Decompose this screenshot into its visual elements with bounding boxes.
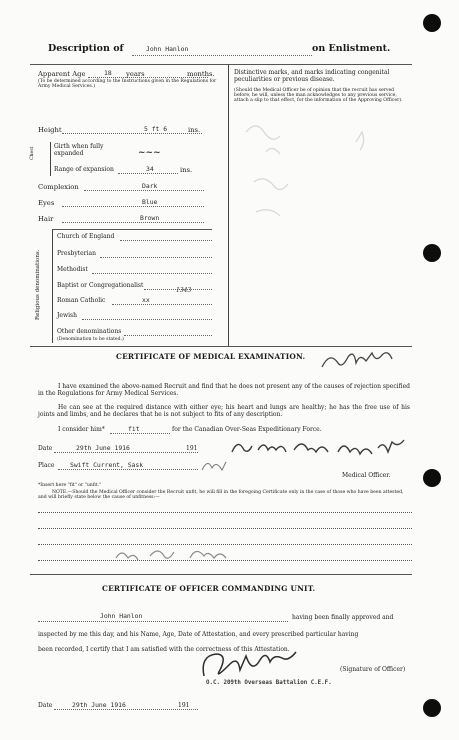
complexion-dotted-line (84, 190, 204, 191)
distinctive-marks-note-text: (Should the Medical Officer be of opinion that the recruit has served before, he will, unless the man acknowledges to any previous service, attach a slip to that effect, for the information of the Approving Officer). (234, 88, 403, 104)
medical-para-2-text: He can see at the required distance with either eye; his heart and lungs are healthy; he has the free use of his joints and limbs, and he declares that he is not subject to fits of any description. (38, 404, 410, 418)
religion-item: Jewish (57, 312, 77, 319)
apparent-age-label: Apparent Age (38, 70, 86, 78)
religions-side-label: Religious denominations. (35, 249, 41, 320)
religion-top-rule (52, 229, 212, 230)
religion-item: Other denominations (57, 328, 122, 335)
margin-number: 1343 (176, 287, 192, 294)
signature-handwriting-icon (318, 349, 398, 375)
years-label: years (126, 70, 145, 78)
footnote-note-text: NOTE.—Should the Medical Officer consider the Recruit unfit, he will fill in the foregoing Certificate only in the case of those who have been attested, and will briefly state below the cause of unfitness:— (38, 490, 404, 501)
religion-item: Baptist or Congregationalist (57, 282, 144, 289)
consider-value: fit (128, 425, 140, 433)
medical-place-dotted-line (58, 469, 198, 470)
title-name: John Hanlon (146, 45, 189, 53)
roman-catholic-mark: xx (142, 296, 150, 304)
medical-place-value: Swift Current, Sask (70, 461, 144, 469)
religion-item: Methodist (57, 266, 88, 273)
range-label: Range of expansion (54, 166, 114, 173)
age-note-text: (To be determined according to the Instructions given in the Regulations for Army Medical Services.) (38, 79, 217, 90)
chest-scribble: ~~~ (138, 148, 161, 158)
chest-unit: ins. (180, 166, 193, 174)
religion-item: Roman Catholic (57, 297, 106, 304)
punch-hole-icon (423, 14, 441, 32)
punch-hole-icon (423, 699, 441, 717)
commanding-date-value: 29th June 1916 (72, 701, 126, 709)
religion-item: Church of England (57, 233, 115, 240)
commanding-date-label: Date (38, 702, 53, 709)
religion-dotted-line (100, 257, 212, 258)
faint-mark-icon (200, 456, 230, 474)
religion-dotted-line (82, 319, 212, 320)
eyes-dotted-line (62, 206, 204, 207)
title-dotted-line (132, 55, 312, 56)
title-prefix: Description of (48, 43, 124, 54)
medical-date-label: Date (38, 445, 53, 452)
eyes-label: Eyes (38, 199, 55, 207)
stamp-icon: O.C. 209th Overseas Battalion C.E.F. (206, 680, 332, 686)
medical-heading: CERTIFICATE OF MEDICAL EXAMINATION. (116, 352, 306, 361)
column-divider (228, 64, 229, 346)
chest-side-label: Chest (30, 146, 35, 160)
punch-hole-icon (423, 244, 441, 262)
chest-bracket (50, 142, 51, 176)
religion-bracket (52, 229, 53, 343)
religion-note: (Denomination to be stated.) (57, 337, 124, 342)
height-dotted-line (62, 133, 202, 134)
faint-handwriting-icon (110, 540, 260, 566)
commanding-line-3: been recorded, I certify that I am satisfied with the correctness of this Attestation. (38, 646, 290, 653)
commanding-heading: CERTIFICATE OF OFFICER COMMANDING UNIT. (102, 584, 316, 593)
height-unit: ins. (188, 126, 201, 134)
hair-value: Brown (140, 214, 160, 222)
unfitness-line (38, 512, 412, 513)
religion-dotted-line (112, 304, 212, 305)
medical-date-dotted-line (54, 452, 198, 453)
section-divider-commanding (30, 574, 412, 575)
medical-officer-label: Medical Officer. (342, 472, 391, 479)
height-label: Height (38, 126, 62, 134)
consider-suffix: for the Canadian Over-Seas Expeditionary Force. (172, 426, 322, 433)
approved-text: having been finally approved and (292, 614, 394, 621)
chest-value: 34 (146, 165, 154, 173)
commanding-year-suffix: 191 (178, 702, 190, 709)
medical-date-value: 29th June 1916 (76, 444, 130, 452)
section-divider (30, 346, 412, 347)
age-years-value: 18 (104, 69, 112, 77)
girth-label (54, 143, 134, 157)
commanding-line-2: inspected by me this day, and his Name, Age, Date of Attestation, and every prescribed particular having (38, 631, 359, 638)
consider-label: I consider him* (58, 426, 105, 433)
faint-handwriting-icon (236, 112, 406, 232)
commanding-date-dotted-line (54, 709, 198, 710)
months-label: months. (187, 70, 215, 78)
medical-officer-signature-icon (228, 436, 418, 458)
commanding-name-dotted-line (38, 621, 288, 622)
distinctive-marks-note (234, 88, 412, 104)
complexion-label: Complexion (38, 183, 79, 191)
hair-dotted-line (62, 222, 204, 223)
unfitness-line (38, 528, 412, 529)
height-value: 5 ft 6 (144, 125, 168, 133)
religion-item: Presbyterian (57, 250, 96, 257)
range-dotted-line (118, 173, 178, 174)
age-note (38, 79, 218, 89)
girth-label-text: Girth when fully expanded (54, 143, 104, 157)
religion-dotted-line (92, 273, 212, 274)
title-suffix: on Enlistment. (312, 43, 391, 54)
punch-hole-icon (423, 469, 441, 487)
frame-top-rule (30, 64, 412, 65)
commanding-name-value: John Hanlon (100, 612, 143, 620)
footnote-note (38, 490, 410, 500)
religion-dotted-line (120, 240, 212, 241)
medical-place-label: Place (38, 462, 55, 469)
medical-year-suffix: 191 (186, 445, 198, 452)
hair-label: Hair (38, 215, 54, 223)
medical-para-2 (38, 404, 410, 418)
eyes-value: Blue (142, 198, 158, 206)
complexion-value: Dark (142, 182, 158, 190)
distinctive-marks-heading (234, 69, 412, 83)
religion-dotted-line (124, 335, 212, 336)
medical-para-1 (38, 383, 410, 397)
consider-dotted-line (110, 433, 170, 434)
signature-label: (Signature of Officer) (340, 666, 406, 673)
officer-signature-icon (196, 646, 326, 684)
distinctive-marks-heading-text: Distinctive marks, and marks indicating congenital peculiarities or previous disease. (234, 69, 390, 83)
medical-para-1-text: I have examined the above-named Recruit and find that he does not present any of the causes of rejection specified in the Regulations for Army Medical Services. (38, 383, 410, 397)
footnote-star: *Insert here "fit" or "unfit." (38, 483, 102, 488)
